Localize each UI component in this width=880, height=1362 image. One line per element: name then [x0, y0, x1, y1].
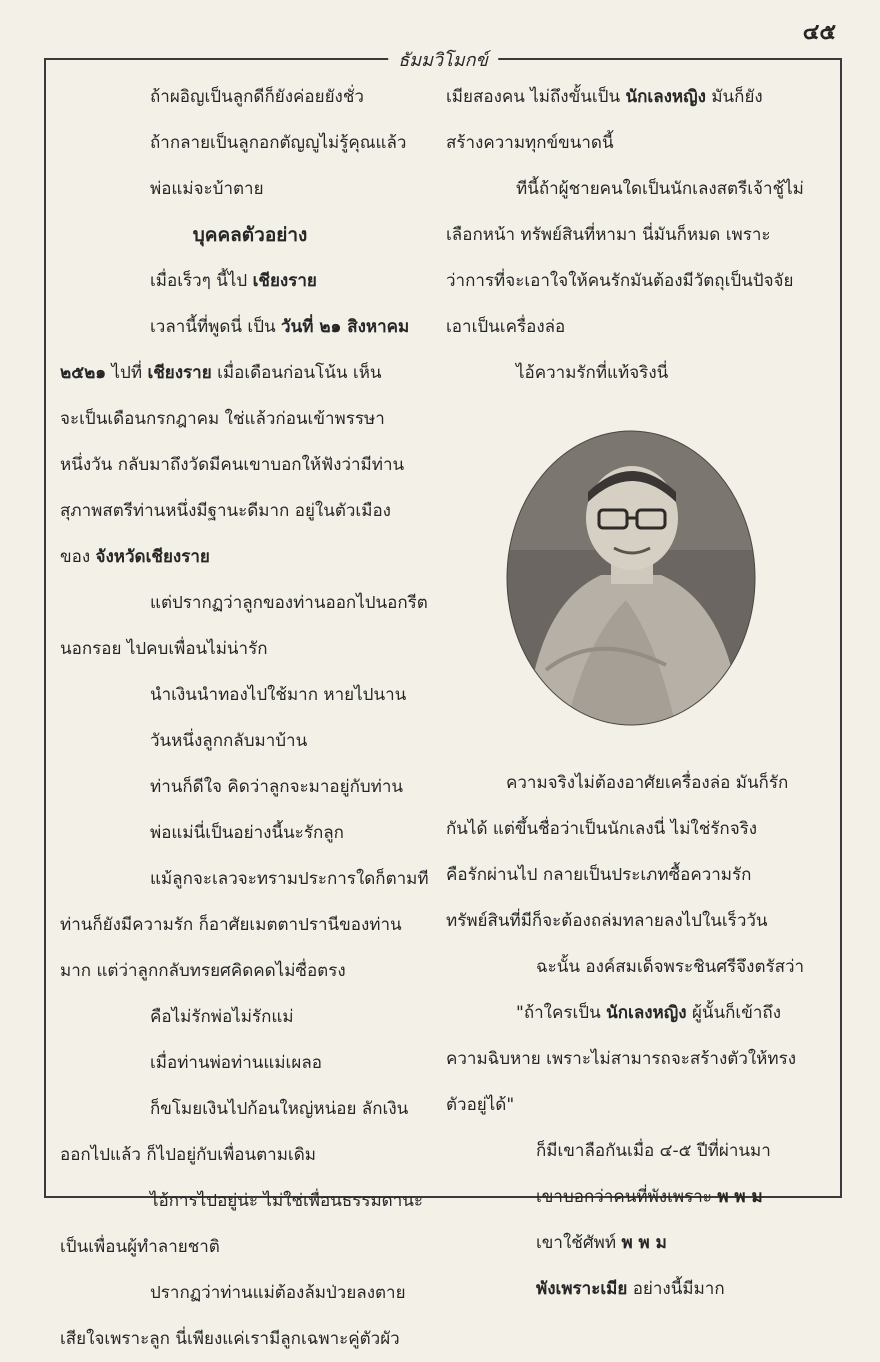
text-line: ไอ้ความรักที่แท้จริงนี่	[516, 363, 669, 383]
text-line: ฉะนั้น องค์สมเด็จพระชินศรีจึงตรัสว่า	[536, 957, 805, 977]
text-line: เลือกหน้า ทรัพย์สินที่หามา นี่มันก็หมด เพราะ	[446, 225, 771, 245]
text-line: คือไม่รักพ่อไม่รักแม่	[150, 1007, 294, 1027]
text-span: เขาบอกว่าคนที่พังเพราะ	[536, 1187, 712, 1207]
text-line	[446, 990, 826, 1036]
text-span: มันก็ยัง	[711, 87, 763, 107]
text-line: ท่านก็ยังมีความรัก ก็อาศัยเมตตาปรานีของท่าน	[60, 915, 402, 935]
text-line: พ่อแม่นี่เป็นอย่างนี้นะรักลูก	[150, 823, 344, 843]
year-bold: ๒๕๒๑	[60, 363, 107, 383]
right-column-lower-text	[446, 760, 826, 1312]
running-head: ธัมมวิโมกข์	[388, 45, 498, 74]
monk-portrait-svg	[506, 430, 756, 726]
text-line: ออกไปแล้ว ก็ไปอยู่กับเพื่อนตามเดิม	[60, 1145, 316, 1165]
text-line: หนึ่งวัน กลับมาถึงวัดมีคนเขาบอกให้ฟังว่ามีท่าน	[60, 455, 405, 475]
text-line	[60, 304, 440, 350]
text-line: ปรากฏว่าท่านแม่ต้องล้มป่วยลงตาย	[150, 1283, 406, 1303]
text-line: กันได้ แต่ขึ้นชื่อว่าเป็นนักเลงนี่ ไม่ใช่รักจริง	[446, 819, 758, 839]
text-line: เมื่อท่านพ่อท่านแม่เผลอ	[150, 1053, 322, 1073]
text-line	[60, 534, 440, 580]
text-line: เสียใจเพราะลูก นี่เพียงแค่เรามีลูกเฉพาะคู่ตัวผัว	[60, 1329, 400, 1349]
acronym-bold: พ พ ม	[717, 1187, 763, 1207]
acronym-bold: พ พ ม	[621, 1233, 667, 1253]
place-name-bold: เชียงราย	[147, 363, 212, 383]
text-line: ก็ขโมยเงินไปก้อนใหญ่หน่อย ลักเงิน	[150, 1099, 409, 1119]
text-line	[446, 1220, 826, 1266]
text-line: เป็นเพื่อนผู้ทำลายชาติ	[60, 1237, 220, 1257]
text-span: เวลานี้ที่พูดนี่ เป็น	[150, 317, 276, 337]
text-line: ก็มีเขาลือกันเมื่อ ๔-๕ ปีที่ผ่านมา	[536, 1141, 771, 1161]
date-bold: วันที่ ๒๑ สิงหาคม	[281, 317, 410, 337]
right-column	[446, 74, 826, 1299]
text-line: ความจริงไม่ต้องอาศัยเครื่องล่อ มันก็รัก	[506, 773, 789, 793]
text-span: ของ	[60, 547, 91, 567]
text-span: เมียสองคน ไม่ถึงขั้นเป็น	[446, 87, 621, 107]
text-span: อย่างนี้มีมาก	[632, 1279, 725, 1299]
text-span: "ถ้าใครเป็น	[516, 1003, 601, 1023]
phrase-bold: พังเพราะเมีย	[536, 1279, 628, 1299]
text-line: คือรักผ่านไป กลายเป็นประเภทซื้อความรัก	[446, 865, 752, 885]
text-line	[446, 1266, 826, 1312]
text-span: เขาใช้ศัพท์	[536, 1233, 617, 1253]
monk-portrait-photo	[506, 430, 756, 726]
province-name-bold: จังหวัดเชียงราย	[95, 547, 210, 567]
page-frame	[44, 50, 842, 1349]
page-number: ๔๕	[802, 20, 836, 45]
text-line: ความฉิบหาย เพราะไม่สามารถจะสร้างตัวให้ทรง	[446, 1049, 797, 1069]
text-span: เมื่อเร็วๆ นี้ไป	[150, 271, 248, 291]
section-heading: บุคคลตัวอย่าง	[192, 224, 308, 246]
text-line: นอกรอย ไปคบเพื่อนไม่น่ารัก	[60, 639, 268, 659]
term-bold: นักเลงหญิง	[606, 1003, 687, 1023]
text-line: เอาเป็นเครื่องล่อ	[446, 317, 566, 337]
text-line: วันหนึ่งลูกกลับมาบ้าน	[150, 731, 308, 751]
text-line: ทรัพย์สินที่มีก็จะต้องถล่มทลายลงไปในเร็ววัน	[446, 911, 768, 931]
text-line: แม้ลูกจะเลวจะทรามประการใดก็ตามที	[150, 869, 429, 889]
text-span: ไปที่	[111, 363, 143, 383]
place-name-bold: เชียงราย	[252, 271, 317, 291]
text-line: จะเป็นเดือนกรกฎาคม ใช่แล้วก่อนเข้าพรรษา	[60, 409, 385, 429]
text-line: ถ้ากลายเป็นลูกอกตัญญูไม่รู้คุณแล้ว	[150, 133, 407, 153]
text-line: ถ้าผอิญเป็นลูกดีก็ยังค่อยยังชั่ว	[150, 87, 364, 107]
text-line: ตัวอยู่ได้"	[446, 1095, 515, 1115]
text-line	[60, 350, 440, 396]
text-line: มาก แต่ว่าลูกกลับทรยศคิดคดไม่ซื่อตรง	[60, 961, 346, 981]
text-line: นำเงินนำทองไปใช้มาก หายไปนาน	[150, 685, 407, 705]
text-line: สุภาพสตรีท่านหนึ่งมีฐานะดีมาก อยู่ในตัวเมือง	[60, 501, 391, 521]
text-line: ไอ้การไปอยู่น่ะ ไม่ใช่เพื่อนธรรมดานะ	[150, 1191, 424, 1211]
text-line: สร้างความทุกข์ขนาดนี้	[446, 133, 614, 153]
text-line	[446, 74, 826, 120]
text-line: พ่อแม่จะบ้าตาย	[150, 179, 264, 199]
term-bold: นักเลงหญิง	[625, 87, 706, 107]
text-line: ท่านก็ดีใจ คิดว่าลูกจะมาอยู่กับท่าน	[150, 777, 404, 797]
left-column	[60, 74, 440, 1362]
text-line	[446, 1174, 826, 1220]
text-span: เมื่อเดือนก่อนโน้น เห็น	[217, 363, 382, 383]
text-line: แต่ปรากฏว่าลูกของท่านออกไปนอกรีต	[150, 593, 428, 613]
text-line: ทีนี้ถ้าผู้ชายคนใดเป็นนักเลงสตรีเจ้าชู้ไม่	[516, 179, 804, 199]
text-span: ผู้นั้นก็เข้าถึง	[691, 1003, 782, 1023]
text-line	[60, 258, 440, 304]
text-line: ว่าการที่จะเอาใจให้คนรักมันต้องมีวัตถุเป็นปัจจัย	[446, 271, 794, 291]
